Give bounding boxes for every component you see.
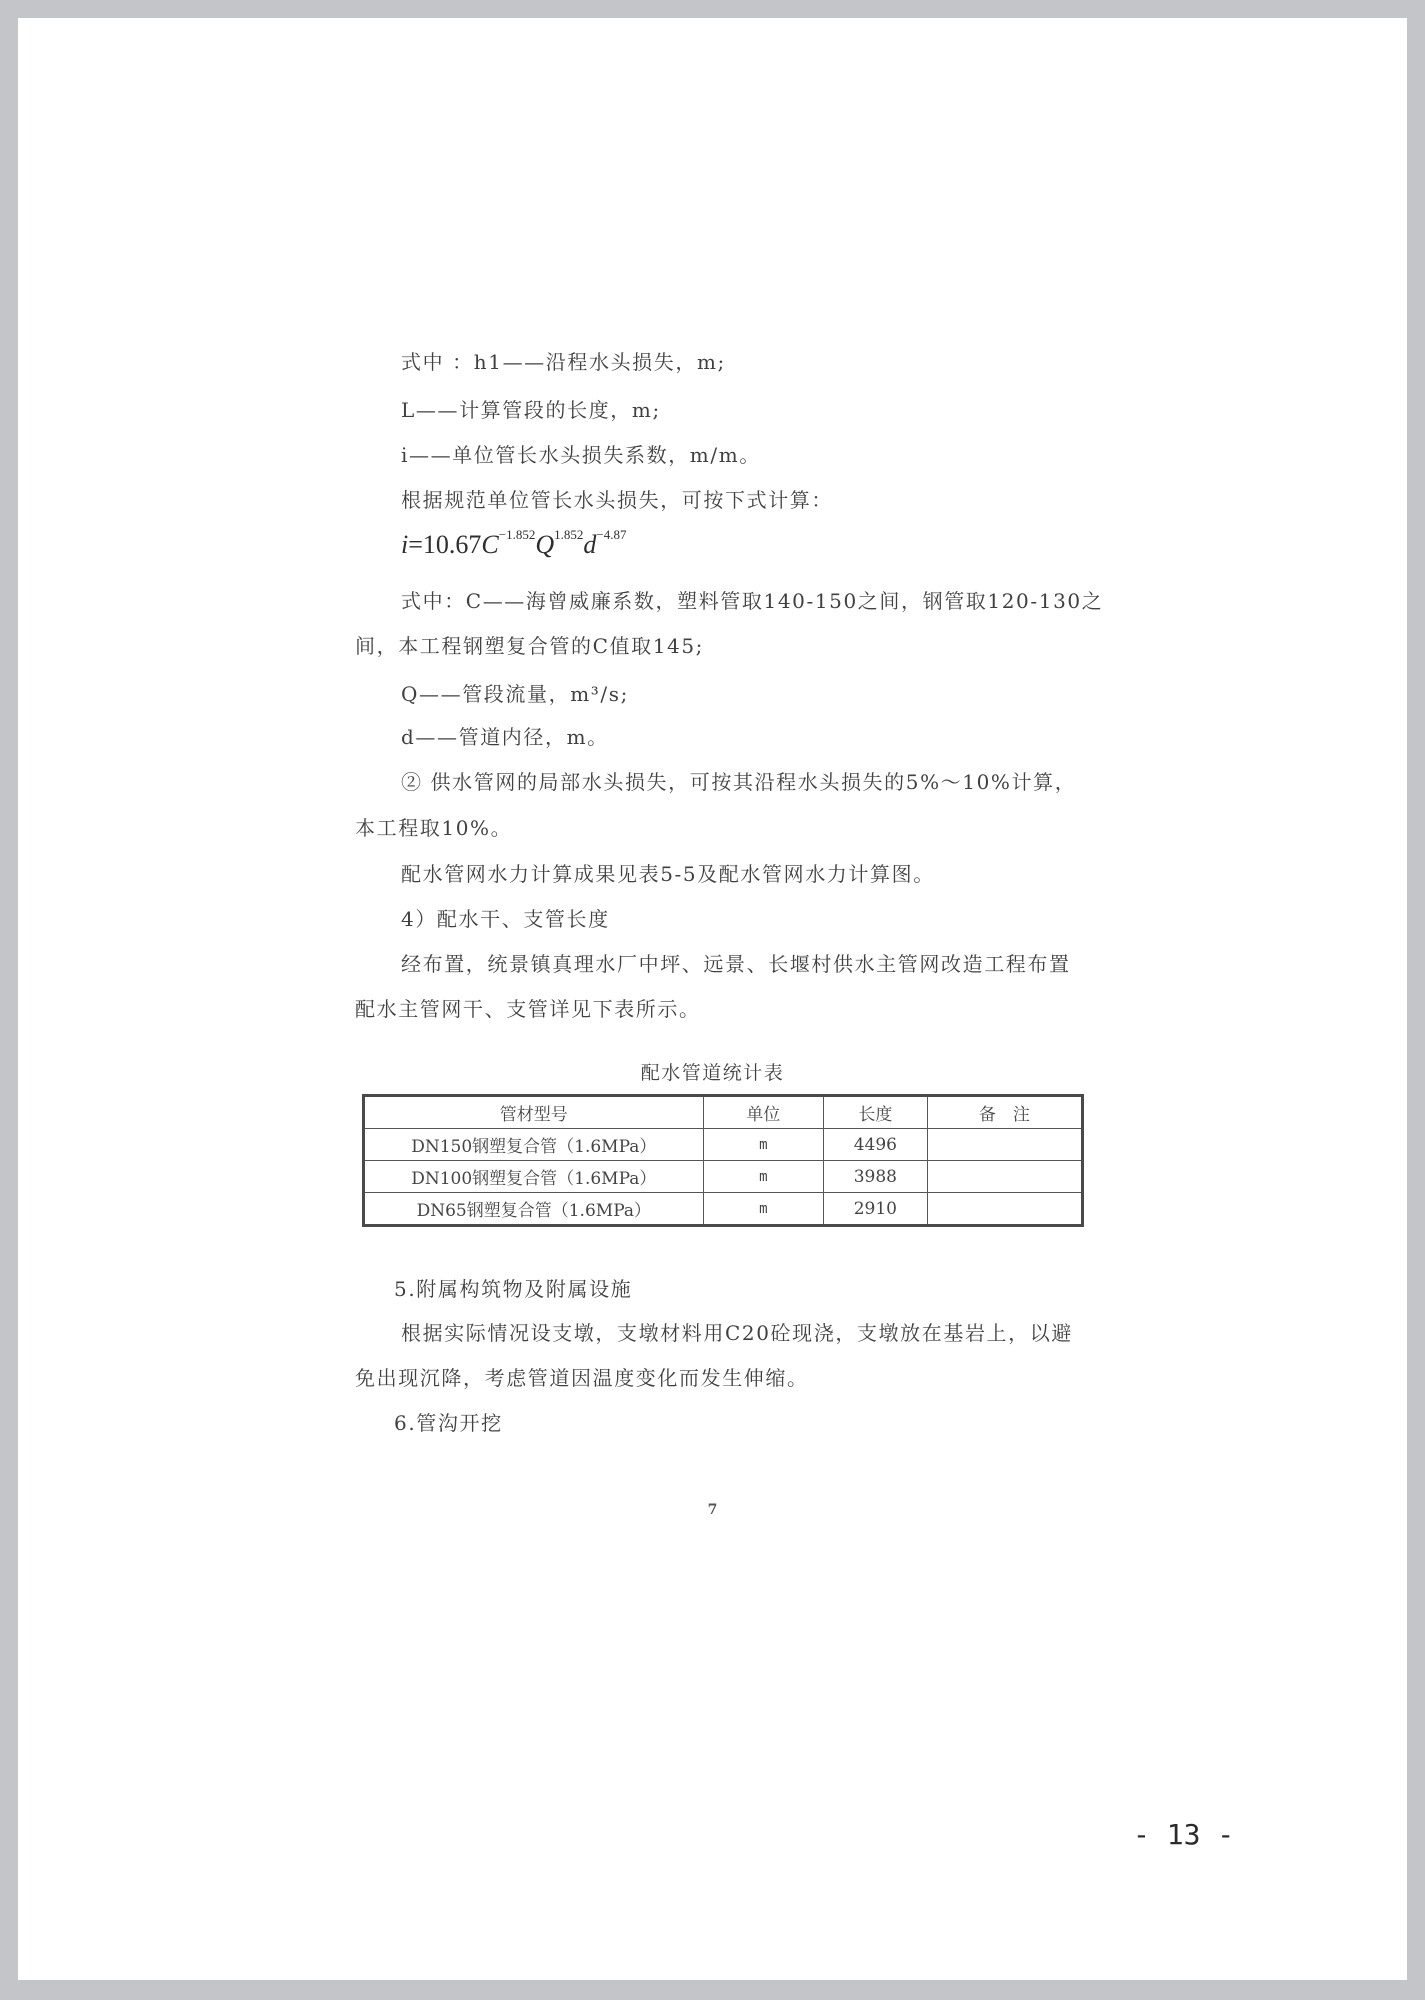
header-pipe-type: 管材型号 [364, 1096, 704, 1129]
header-unit: 单位 [703, 1096, 823, 1129]
inner-page-number: 7 [707, 1502, 718, 1518]
formula-d: d [583, 530, 597, 559]
cell-unit: m [703, 1129, 823, 1161]
text-line: 根据实际情况设支墩，支墩材料用C20砼现浇，支墩放在基岩上，以避 [401, 1321, 1073, 1345]
formula-d-exponent: −4.87 [596, 527, 627, 543]
text-line: d——管道内径，m。 [401, 725, 609, 749]
cell-length: 2910 [824, 1193, 928, 1226]
table-row [364, 1193, 1083, 1226]
header-remarks: 备 注 [927, 1096, 1082, 1129]
table-header-row [364, 1096, 1083, 1129]
document-page [18, 18, 1407, 1980]
cell-remarks [927, 1129, 1082, 1161]
cell-pipe-type: DN100钢塑复合管（1.6MPa） [364, 1161, 704, 1193]
cell-pipe-type: DN150钢塑复合管（1.6MPa） [364, 1129, 704, 1161]
text-line: ② 供水管网的局部水头损失，可按其沿程水头损失的5%～10%计算， [401, 770, 1077, 794]
formula-c: C [481, 530, 499, 559]
cell-length: 3988 [824, 1161, 928, 1193]
page-number: - 13 - [1133, 1818, 1235, 1851]
formula-coefficient: =10.67 [408, 530, 482, 559]
pipe-statistics-table [362, 1094, 1084, 1227]
text-line: Q——管段流量，m³/s; [401, 682, 629, 706]
formula-q-exponent: 1.852 [554, 527, 584, 543]
cell-unit: m [703, 1161, 823, 1193]
text-line: 根据规范单位管长水头损失，可按下式计算： [401, 488, 833, 512]
header-length: 长度 [824, 1096, 928, 1129]
table-row [364, 1161, 1083, 1193]
table-row [364, 1129, 1083, 1161]
text-line: L——计算管段的长度，m; [401, 398, 661, 422]
formula-q: Q [535, 530, 555, 559]
text-line: i——单位管长水头损失系数，m/m。 [401, 443, 761, 467]
text-line: 经布置，统景镇真理水厂中坪、远景、长堰村供水主管网改造工程布置 [401, 952, 1071, 976]
section-heading: 6.管沟开挖 [394, 1411, 503, 1435]
table-caption: 配水管道统计表 [640, 1062, 785, 1084]
formula-c-exponent: −1.852 [498, 527, 536, 543]
text-line: 式中 ：h1——沿程水头损失，m; [401, 350, 726, 374]
text-line: 本工程取10%。 [355, 816, 513, 840]
cell-remarks [927, 1193, 1082, 1226]
text-line: 配水主管网干、支管详见下表所示。 [355, 997, 701, 1021]
text-line: 间，本工程钢塑复合管的C值取145; [355, 634, 705, 658]
formula-lhs: i [401, 530, 409, 559]
head-loss-formula [401, 527, 627, 560]
text-line: 免出现沉降，考虑管道因温度变化而发生伸缩。 [355, 1366, 809, 1390]
text-line: 4）配水干、支管长度 [401, 907, 610, 931]
cell-remarks [927, 1161, 1082, 1193]
text-line: 式中：C——海曾威廉系数，塑料管取140-150之间，钢管取120-130之 [401, 589, 1104, 613]
text-line: 配水管网水力计算成果见表5-5及配水管网水力计算图。 [401, 862, 935, 886]
cell-length: 4496 [824, 1129, 928, 1161]
section-heading: 5.附属构筑物及附属设施 [394, 1277, 633, 1301]
cell-pipe-type: DN65钢塑复合管（1.6MPa） [364, 1193, 704, 1226]
cell-unit: m [703, 1193, 823, 1226]
